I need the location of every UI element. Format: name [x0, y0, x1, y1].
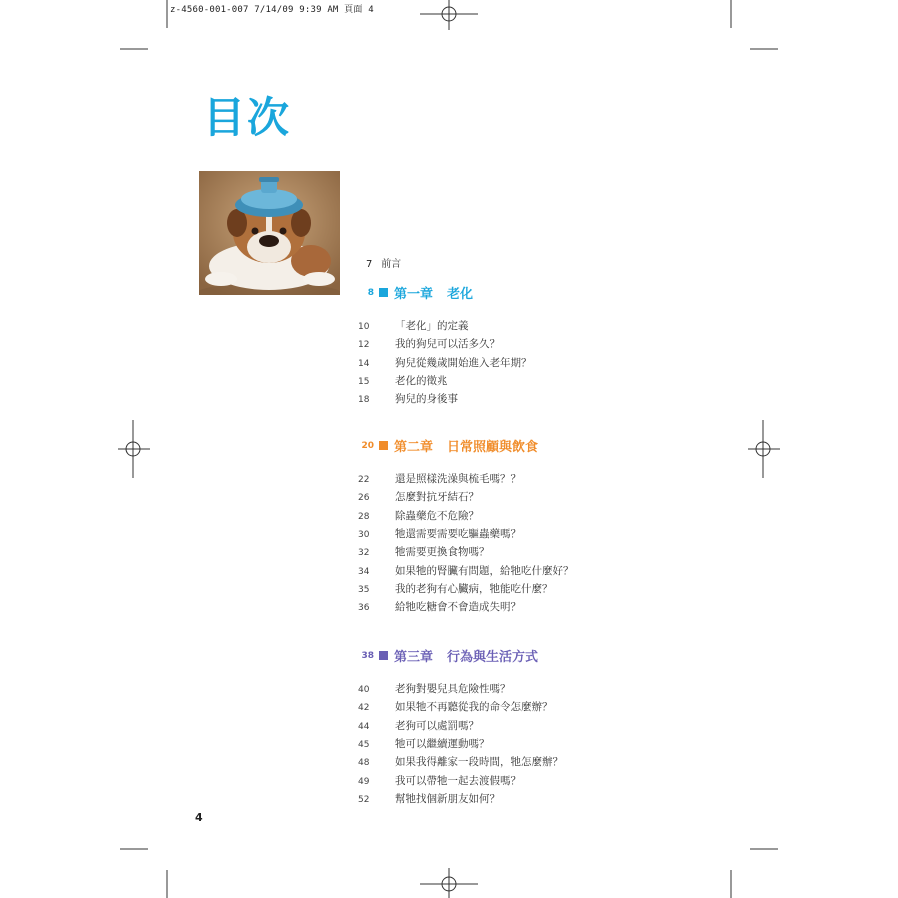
toc-entry-text: 除蟲藥危不危險？ [395, 509, 479, 522]
toc-entry-text: 怎麼對抗牙結石？ [395, 491, 479, 504]
toc-page-number: 40 [358, 685, 370, 695]
toc-entry[interactable] [358, 718, 479, 733]
toc-entry[interactable] [358, 699, 553, 714]
toc-page-number: 42 [358, 703, 370, 714]
chapter-page-number: 20 [361, 440, 374, 451]
toc-page-number: 18 [358, 395, 370, 406]
toc-entry-text: 還是照樣洗澡與梳毛嗎？？ [395, 473, 521, 485]
toc-page-number: 48 [358, 758, 370, 769]
toc-entry-text: 狗兒的身後事 [395, 393, 458, 406]
toc-entry[interactable] [358, 681, 511, 696]
chapter-label: 第三章 [394, 650, 434, 665]
chapter-heading[interactable] [358, 646, 538, 665]
toc-entry[interactable] [358, 336, 500, 351]
chapter-page-number: 38 [361, 650, 374, 661]
toc-entry-text: 牠還需要需要吃驅蟲藥嗎？ [395, 527, 521, 540]
toc-entry[interactable] [358, 773, 521, 788]
chapter-label: 第一章 [394, 287, 434, 302]
toc-page-number: 45 [358, 739, 370, 750]
chapter-page-number: 8 [367, 287, 374, 298]
toc-page-number: 35 [358, 584, 370, 595]
chapter-title: 老化 [447, 287, 474, 302]
page-title: 目次 [203, 93, 292, 142]
toc-entry-text: 幫牠找個新朋友如何？ [395, 792, 500, 805]
toc-page-number: 52 [358, 794, 370, 805]
toc-preface[interactable] [366, 255, 401, 270]
toc-entry-text: 如果我得離家一段時間，牠怎麼辦？ [395, 756, 563, 769]
toc-page-number: 28 [358, 511, 370, 522]
toc-entry[interactable] [358, 508, 479, 523]
toc-entry-text: 「老化」的定義 [395, 320, 469, 332]
toc-entry[interactable] [358, 355, 532, 370]
printer-slug: z-4560-001-007 7/14/09 9:39 AM 頁面 4 [170, 5, 374, 15]
toc-page-number: 36 [358, 603, 370, 614]
toc-page-number: 14 [358, 358, 370, 369]
toc-entry-text: 我可以帶牠一起去渡假嗎？ [395, 774, 521, 787]
folio-page-number: 4 [195, 811, 203, 824]
toc-entry[interactable] [358, 471, 521, 486]
toc-entry-text: 牠可以繼續運動嗎？ [395, 737, 490, 750]
toc-entry-text: 我的老狗有心臟病，牠能吃什麼？ [395, 582, 553, 595]
toc-entry-text: 我的狗兒可以活多久？ [395, 338, 500, 351]
toc-page-number: 12 [358, 340, 370, 351]
toc-page-number: 32 [358, 548, 370, 559]
toc-page-number: 30 [358, 529, 370, 540]
toc-entry-text: 老狗對嬰兒具危險性嗎？ [395, 683, 511, 695]
toc-page-number: 22 [358, 475, 370, 485]
toc-page-number: 49 [358, 776, 370, 787]
toc-entry[interactable] [358, 489, 479, 504]
toc-entry[interactable] [358, 581, 553, 596]
dog-photo [199, 171, 340, 295]
toc-page-number: 44 [358, 721, 370, 732]
toc-page-number: 7 [366, 259, 373, 270]
toc-entry[interactable] [358, 544, 490, 559]
toc-entry-text: 給牠吃糖會不會造成失明？ [395, 601, 521, 614]
chapter-square-icon [379, 288, 388, 297]
chapter-square-icon [379, 441, 388, 450]
toc-entry-text: 如果牠的腎臟有問題，給牠吃什麼好？ [395, 564, 574, 577]
toc-page-number: 10 [358, 322, 370, 332]
toc-page-number: 26 [358, 493, 370, 504]
toc-entry-text: 老化的徵兆 [395, 374, 448, 387]
toc-entry[interactable] [358, 736, 490, 751]
toc-entry[interactable] [358, 318, 469, 333]
toc-entry[interactable] [358, 791, 500, 806]
toc-entry[interactable] [358, 391, 458, 406]
toc-entry-text: 牠需要更換食物嗎？ [395, 546, 490, 559]
toc-entry[interactable] [358, 526, 521, 541]
toc-entry[interactable] [358, 599, 521, 614]
chapter-heading[interactable] [358, 436, 538, 455]
toc-entry-text: 如果牠不再聽從我的命令怎麼辦？ [395, 701, 553, 714]
toc-entry-text: 老狗可以處罰嗎？ [395, 719, 479, 732]
toc-page-number: 15 [358, 376, 370, 387]
toc-entry-text: 前言 [381, 259, 402, 270]
toc-entry[interactable] [358, 373, 448, 388]
chapter-label: 第二章 [394, 440, 434, 455]
chapter-heading[interactable] [358, 283, 473, 302]
toc-page-number: 34 [358, 566, 370, 577]
toc-entry-text: 狗兒從幾歲開始進入老年期？ [395, 356, 532, 369]
chapter-square-icon [379, 651, 388, 660]
toc-entry[interactable] [358, 563, 574, 578]
chapter-title: 日常照顧與飲食 [447, 440, 539, 455]
chapter-title: 行為與生活方式 [447, 650, 539, 665]
toc-entry[interactable] [358, 754, 563, 769]
